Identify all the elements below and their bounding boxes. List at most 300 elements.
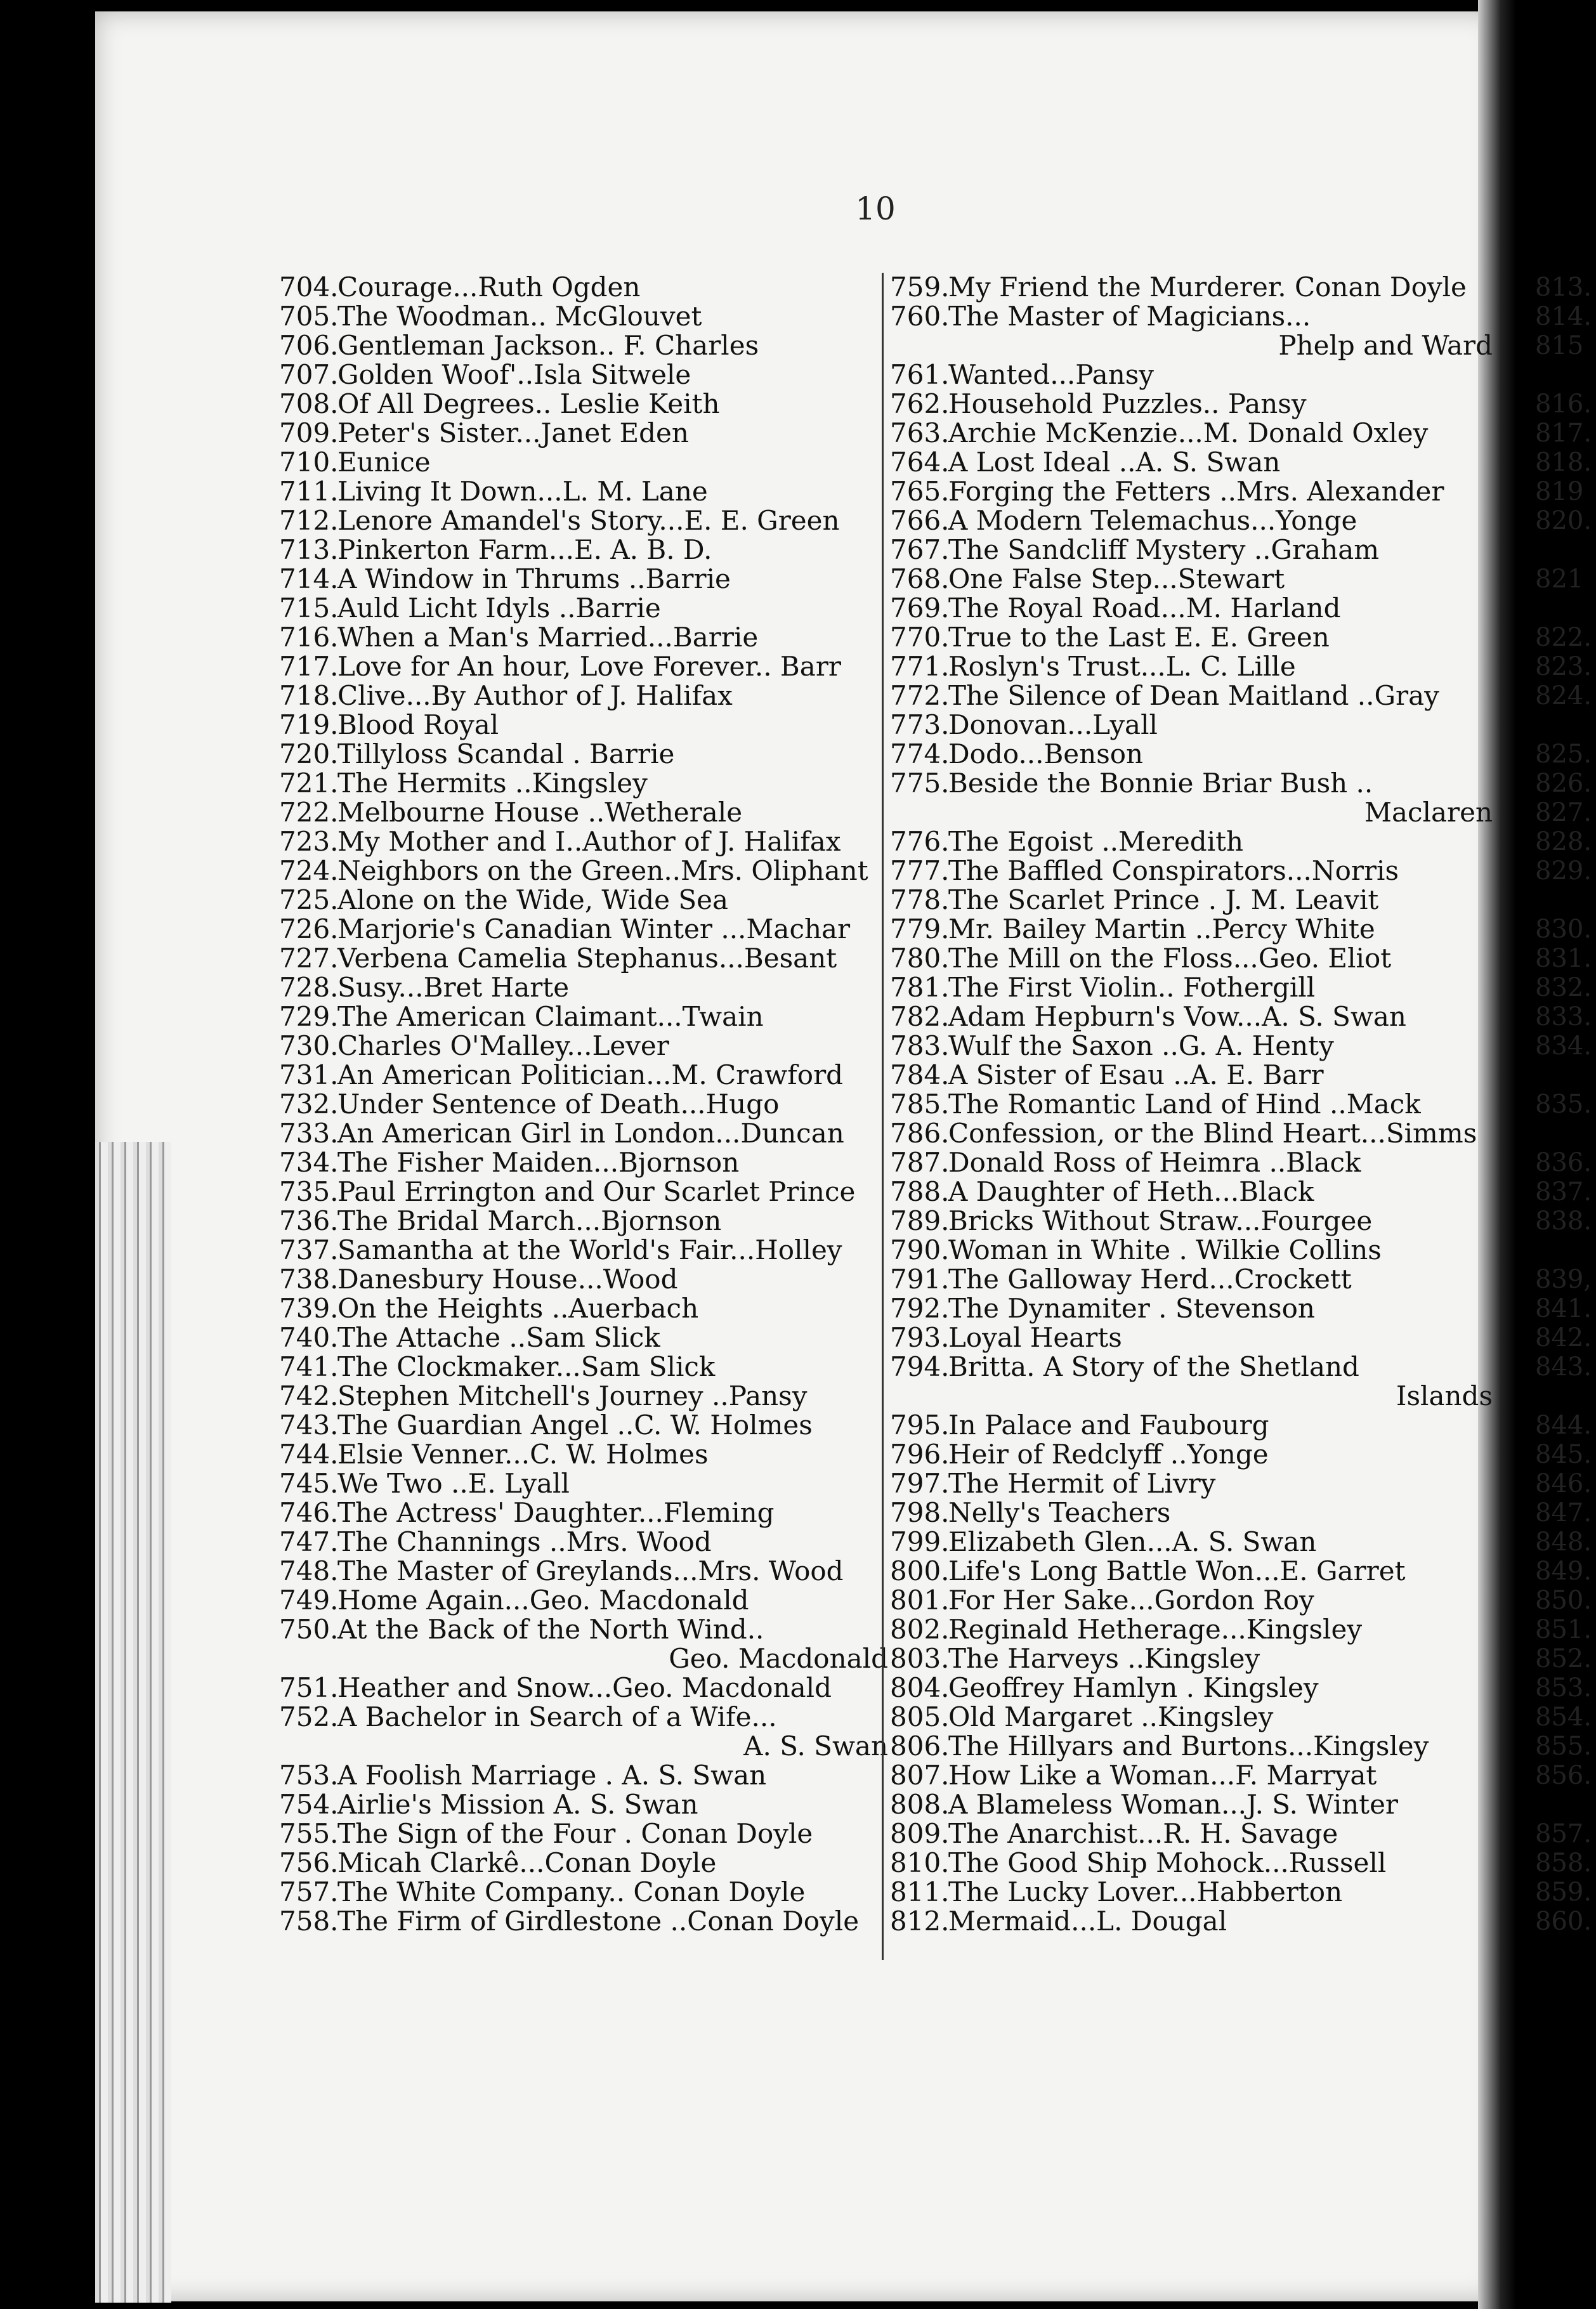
catalog-column-2 [882,273,1493,1960]
entry-number: 733. [279,1118,339,1149]
entry-number-fragment [1535,1382,1596,1411]
catalog-entry [890,1732,1493,1761]
entry-title-author: The Actress' Daughter...Fleming [337,1497,775,1528]
entry-number: 770. [890,622,950,653]
entry-number: 755. [279,1818,339,1849]
catalog-entry [279,710,888,740]
catalog-entry [279,798,888,827]
entry-number: 742. [279,1380,339,1411]
entry-title-author: The Anarchist...R. H. Savage [948,1818,1338,1849]
catalog-entry [890,1761,1493,1790]
entry-number-fragment: 823. [1535,652,1592,681]
catalog-entry [890,769,1493,798]
entry-number: 743. [279,1410,339,1441]
catalog-entry [890,827,1493,856]
entry-number: 740. [279,1322,339,1353]
catalog-entry [890,1557,1493,1586]
catalog-entry [890,448,1493,477]
entry-title-author: Elizabeth Glen...A. S. Swan [948,1526,1317,1557]
entry-title-author: Samantha at the World's Fair...Holley [337,1234,842,1266]
catalog-entry [890,389,1493,419]
entry-number: 789. [890,1205,950,1236]
entry-title-author: Old Margaret ..Kingsley [948,1701,1274,1732]
entry-number-fragment: 833. [1535,1002,1592,1031]
entry-number-fragment: 832. [1535,973,1592,1002]
entry-title-author: An American Politician...M. Crawford [337,1059,844,1090]
entry-number: 774. [890,738,950,769]
entry-number-fragment: 848. [1535,1527,1592,1557]
entry-number: 709. [279,417,339,448]
catalog-entry [890,856,1493,886]
entry-number-fragment: 846. [1535,1469,1592,1498]
entry-number: 762. [890,388,950,419]
entry-number: 760. [890,301,950,332]
entry-title-author: The Attache ..Sam Slick [337,1322,660,1353]
entry-title-author: The Master of Magicians... [948,301,1311,332]
entry-continuation: Maclaren [1364,797,1493,828]
entry-number: 744. [279,1439,339,1470]
catalog-entry [279,1002,888,1031]
catalog-entry [279,1061,888,1090]
catalog-entry [890,1498,1493,1527]
catalog-entry [279,331,888,360]
entry-number-fragment: 822. [1535,623,1592,652]
entry-number-fragment: 828. [1535,827,1592,856]
entry-number: 786. [890,1118,950,1149]
entry-title-author: The Galloway Herd...Crockett [948,1264,1352,1295]
entry-number: 761. [890,359,950,390]
entry-title-author: At the Back of the North Wind.. [337,1614,764,1645]
entry-number: 758. [279,1906,339,1937]
catalog-entry [279,565,888,594]
entry-title-author: Micah Clarkê...Conan Doyle [337,1847,717,1878]
entry-number-fragment: 852. [1535,1644,1592,1673]
entry-number: 741. [279,1351,339,1382]
entry-number: 708. [279,388,339,419]
entry-number: 756. [279,1847,339,1878]
entry-continuation: Islands [1396,1380,1493,1411]
catalog-entry [279,1352,888,1382]
entry-number: 791. [890,1264,950,1295]
entry-number: 724. [279,855,339,886]
catalog-entry [279,535,888,565]
catalog-column-3-fragment [1535,273,1596,1936]
entry-number: 806. [890,1730,950,1762]
entry-number-fragment [1535,1790,1596,1819]
catalog-entry [279,389,888,419]
catalog-entry [890,740,1493,769]
entry-number: 779. [890,913,950,945]
catalog-entry [890,973,1493,1002]
entry-title-author: Forging the Fetters ..Mrs. Alexander [948,476,1444,507]
entry-number: 811. [890,1876,950,1907]
entry-number: 808. [890,1789,950,1820]
page-edges [95,1142,171,2303]
entry-number-fragment: 815 [1535,331,1584,360]
entry-title-author: Under Sentence of Death...Hugo [337,1089,780,1120]
entry-number-fragment: 820. [1535,506,1592,535]
entry-title-author: The Hillyars and Burtons...Kingsley [948,1730,1429,1762]
entry-title-author: Stephen Mitchell's Journey ..Pansy [337,1380,808,1411]
entry-title-author: The Dynamiter . Stevenson [948,1293,1315,1324]
entry-number: 747. [279,1526,339,1557]
entry-title-author: The Hermit of Livry [948,1468,1216,1499]
entry-number-fragment [1535,886,1596,915]
entry-number: 773. [890,709,950,740]
catalog-entry [279,594,888,623]
entry-number: 720. [279,738,339,769]
entry-number: 807. [890,1760,950,1791]
entry-number-fragment: 860. [1535,1907,1592,1936]
entry-number: 809. [890,1818,950,1849]
entry-title-author: Susy...Bret Harte [337,972,570,1003]
entry-number: 769. [890,592,950,624]
entry-number-fragment: 825. [1535,740,1592,769]
catalog-entry [279,944,888,973]
entry-number-fragment: 826. [1535,769,1592,798]
catalog-entry [279,1761,888,1790]
catalog-entry [279,1265,888,1294]
entry-number: 706. [279,330,339,361]
entry-title-author: The Silence of Dean Maitland ..Gray [948,680,1439,711]
catalog-entry [890,1323,1493,1352]
entry-number: 739. [279,1293,339,1324]
entry-title-author: A Foolish Marriage . A. S. Swan [337,1760,767,1791]
entry-number: 805. [890,1701,950,1732]
entry-title-author: Mr. Bailey Martin ..Percy White [948,913,1375,945]
catalog-entry [279,273,888,302]
entry-title-author: The Harveys ..Kingsley [948,1643,1260,1674]
entry-number: 764. [890,447,950,478]
entry-number: 797. [890,1468,950,1499]
entry-number-fragment: 819 [1535,477,1584,506]
entry-title-author: The Guardian Angel ..C. W. Holmes [337,1410,813,1441]
catalog-entry [279,1878,888,1907]
entry-title-author: Peter's Sister...Janet Eden [337,417,689,448]
entry-title-author: The Sign of the Four . Conan Doyle [337,1818,813,1849]
entry-title-author: The Lucky Lover...Habberton [948,1876,1343,1907]
entry-number: 790. [890,1234,950,1266]
entry-title-author: Household Puzzles.. Pansy [948,388,1307,419]
catalog-entry [890,506,1493,535]
entry-title-author: Charles O'Malley...Lever [337,1030,669,1061]
entry-number: 784. [890,1059,950,1090]
entry-title-author: Geoffrey Hamlyn . Kingsley [948,1672,1319,1703]
entry-number: 749. [279,1585,339,1616]
entry-number-fragment: 838. [1535,1207,1592,1236]
entry-number: 800. [890,1555,950,1586]
entry-title-author: Bricks Without Straw...Fourgee [948,1205,1373,1236]
entry-continuation: Geo. Macdonald [669,1643,888,1674]
entry-number-fragment: 849. [1535,1557,1592,1586]
entry-title-author: Archie McKenzie...M. Donald Oxley [948,417,1429,448]
catalog-entry [279,1527,888,1557]
catalog-entry [279,1469,888,1498]
entry-number: 777. [890,855,950,886]
entry-continuation: Phelp and Ward [1278,330,1493,361]
entry-title-author: Pinkerton Farm...E. A. B. D. [337,534,712,565]
entry-number-fragment [1535,594,1596,623]
entry-number: 757. [279,1876,339,1907]
entry-title-author: Home Again...Geo. Macdonald [337,1585,749,1616]
entry-number: 780. [890,943,950,974]
entry-number: 737. [279,1234,339,1266]
entry-title-author: Life's Long Battle Won...E. Garret [948,1555,1406,1586]
entry-title-author: The Egoist ..Meredith [948,826,1244,857]
entry-title-author: My Mother and I..Author of J. Halifax [337,826,841,857]
entry-title-author: The Channings ..Mrs. Wood [337,1526,712,1557]
catalog-entry [279,623,888,652]
catalog-entry [279,1703,888,1732]
catalog-entry [279,1294,888,1323]
catalog-entry [890,681,1493,710]
entry-number-fragment: 845. [1535,1440,1592,1469]
catalog-entry [890,1236,1493,1265]
entry-number-fragment: 834. [1535,1031,1592,1061]
entry-number: 799. [890,1526,950,1557]
entry-title-author: Airlie's Mission A. S. Swan [337,1789,698,1820]
entry-number: 763. [890,417,950,448]
catalog-entry [890,1615,1493,1644]
entry-title-author: Tillyloss Scandal . Barrie [337,738,675,769]
entry-title-author: Gentleman Jackson.. F. Charles [337,330,759,361]
entry-title-author: Reginald Hetherage...Kingsley [948,1614,1363,1645]
catalog-entry [890,477,1493,506]
entry-number: 727. [279,943,339,974]
entry-number: 746. [279,1497,339,1528]
entry-number: 736. [279,1205,339,1236]
entry-number: 748. [279,1555,339,1586]
entry-number: 772. [890,680,950,711]
catalog-entry [279,1177,888,1207]
catalog-column-1 [279,273,888,1936]
catalog-entry [890,1673,1493,1703]
entry-title-author: A Daughter of Heth...Black [948,1176,1314,1207]
entry-number-fragment: 843. [1535,1352,1592,1382]
entry-number-fragment: 841. [1535,1294,1592,1323]
entry-title-author: A Sister of Esau ..A. E. Barr [948,1059,1324,1090]
entry-title-author: Golden Woof'..Isla Sitwele [337,359,691,390]
catalog-entry [890,1819,1493,1848]
entry-title-author: Blood Royal [337,709,499,740]
entry-title-author: Nelly's Teachers [948,1497,1171,1528]
catalog-entry [279,506,888,535]
catalog-entry [279,302,888,331]
catalog-entry [279,681,888,710]
entry-number-fragment: 821 [1535,565,1584,594]
catalog-entry [890,360,1493,389]
entry-number: 726. [279,913,339,945]
entry-number: 728. [279,972,339,1003]
entry-number: 718. [279,680,339,711]
catalog-entry [890,652,1493,681]
entry-title-author: Wulf the Saxon ..G. A. Henty [948,1030,1334,1061]
entry-title-author: The American Claimant...Twain [337,1001,764,1032]
entry-number-fragment [1535,1119,1596,1148]
catalog-entry [890,886,1493,915]
catalog-entry [890,1878,1493,1907]
entry-number: 787. [890,1147,950,1178]
catalog-entry [279,419,888,448]
catalog-entry [890,594,1493,623]
entry-number: 796. [890,1439,950,1470]
catalog-entry [279,1673,888,1703]
entry-number: 798. [890,1497,950,1528]
catalog-entry [890,1207,1493,1236]
catalog-entry [279,1207,888,1236]
catalog-entry [890,273,1493,302]
catalog-entry [890,1294,1493,1323]
entry-title-author: Eunice [337,447,431,478]
catalog-entry [890,1440,1493,1469]
entry-title-author: A Modern Telemachus...Yonge [948,505,1357,536]
catalog-entry [890,1527,1493,1557]
entry-number: 745. [279,1468,339,1499]
entry-title-author: The Romantic Land of Hind ..Mack [948,1089,1421,1120]
catalog-entry [279,1031,888,1061]
catalog-entry [279,1498,888,1527]
entry-number-fragment: 847. [1535,1498,1592,1527]
entry-number: 801. [890,1585,950,1616]
entry-number: 759. [890,271,950,303]
catalog-entry [890,1469,1493,1498]
entry-number: 778. [890,884,950,915]
catalog-entry [279,1557,888,1586]
catalog-entry [890,1790,1493,1819]
entry-number: 767. [890,534,950,565]
entry-number: 775. [890,768,950,799]
catalog-entry [890,1177,1493,1207]
entry-number: 716. [279,622,339,653]
entry-title-author: The Master of Greylands...Mrs. Wood [337,1555,844,1586]
catalog-entry [279,1440,888,1469]
entry-number: 732. [279,1089,339,1120]
entry-number: 785. [890,1089,950,1120]
entry-number: 812. [890,1906,950,1937]
entry-title-author: Loyal Hearts [948,1322,1122,1353]
entry-title-author: Donald Ross of Heimra ..Black [948,1147,1361,1178]
entry-title-author: Wanted...Pansy [948,359,1154,390]
entry-title-author: Dodo...Benson [948,738,1144,769]
catalog-entry [279,1236,888,1265]
entry-title-author: The Clockmaker...Sam Slick [337,1351,716,1382]
entry-number-fragment: 837. [1535,1177,1592,1207]
entry-title-author: The Firm of Girdlestone ..Conan Doyle [337,1906,860,1937]
entry-number-fragment: 859. [1535,1878,1592,1907]
entry-number-fragment [1535,710,1596,740]
entry-number-fragment: 850. [1535,1586,1592,1615]
catalog-entry [890,302,1493,331]
entry-number-fragment: 827. [1535,798,1592,827]
entry-number: 810. [890,1847,950,1878]
entry-number-fragment: 824. [1535,681,1592,710]
entry-title-author: Verbena Camelia Stephanus...Besant [337,943,837,974]
catalog-entry [279,856,888,886]
entry-title-author: Elsie Venner...C. W. Holmes [337,1439,709,1470]
entry-title-author: Danesbury House...Wood [337,1264,678,1295]
entry-title-author: For Her Sake...Gordon Roy [948,1585,1314,1616]
entry-title-author: Neighbors on the Green..Mrs. Oliphant [337,855,868,886]
entry-number: 776. [890,826,950,857]
entry-title-author: Of All Degrees.. Leslie Keith [337,388,720,419]
entry-title-author: When a Man's Married...Barrie [337,622,759,653]
entry-title-author: The Sandcliff Mystery ..Graham [948,534,1380,565]
entry-number: 751. [279,1672,339,1703]
catalog-entry [890,1703,1493,1732]
catalog-entry [890,419,1493,448]
entry-number-fragment [1535,360,1596,389]
entry-number: 721. [279,768,339,799]
entry-title-author: One False Step...Stewart [948,563,1285,594]
entry-number: 750. [279,1614,339,1645]
catalog-entry [890,1031,1493,1061]
entry-title-author: The Fisher Maiden...Bjornson [337,1147,740,1178]
catalog-entry [279,360,888,389]
entry-number: 754. [279,1789,339,1820]
entry-title-author: The Woodman.. McGlouvet [337,301,702,332]
catalog-entry [890,1907,1493,1936]
entry-number: 738. [279,1264,339,1295]
entry-number: 781. [890,972,950,1003]
catalog-entry [890,1061,1493,1090]
entry-number: 704. [279,271,339,303]
catalog-entry [279,973,888,1002]
entry-number: 752. [279,1701,339,1732]
catalog-entry [279,1848,888,1878]
catalog-entry [279,769,888,798]
entry-title-author: Alone on the Wide, Wide Sea [337,884,729,915]
entry-title-author: The Good Ship Mohock...Russell [948,1847,1387,1878]
entry-number: 794. [890,1351,950,1382]
catalog-entry [279,1119,888,1148]
entry-number: 753. [279,1760,339,1791]
entry-number: 783. [890,1030,950,1061]
entry-number-fragment: 842. [1535,1323,1592,1352]
catalog-entry [890,1119,1493,1148]
catalog-entry [890,1848,1493,1878]
entry-title-author: A Blameless Woman...J. S. Winter [948,1789,1398,1820]
catalog-entry [279,740,888,769]
entry-title-author: Heather and Snow...Geo. Macdonald [337,1672,832,1703]
entry-number: 719. [279,709,339,740]
entry-number-fragment: 835. [1535,1090,1592,1119]
catalog-entry [890,1148,1493,1177]
entry-number: 795. [890,1410,950,1441]
catalog-entry [279,652,888,681]
catalog-entry [279,448,888,477]
entry-title-author: An American Girl in London...Duncan [337,1118,844,1149]
entry-number-fragment [1535,1061,1596,1090]
entry-title-author: The Bridal March...Bjornson [337,1205,722,1236]
entry-title-author: The First Violin.. Fothergill [948,972,1316,1003]
entry-number: 735. [279,1176,339,1207]
entry-title-author: Britta. A Story of the Shetland [948,1351,1359,1382]
catalog-entry [890,565,1493,594]
entry-title-author: Beside the Bonnie Briar Bush .. [948,768,1373,799]
entry-number: 782. [890,1001,950,1032]
entry-number: 729. [279,1001,339,1032]
entry-title-author: Living It Down...L. M. Lane [337,476,708,507]
entry-number-fragment: 844. [1535,1411,1592,1440]
catalog-entry [890,1265,1493,1294]
entry-continuation: A. S. Swan [743,1730,888,1762]
entry-title-author: Confession, or the Blind Heart...Simms [948,1118,1477,1149]
entry-number: 731. [279,1059,339,1090]
entry-number: 766. [890,505,950,536]
catalog-entry [890,1644,1493,1673]
entry-number-fragment: 858. [1535,1848,1592,1878]
catalog-entry [279,1411,888,1440]
